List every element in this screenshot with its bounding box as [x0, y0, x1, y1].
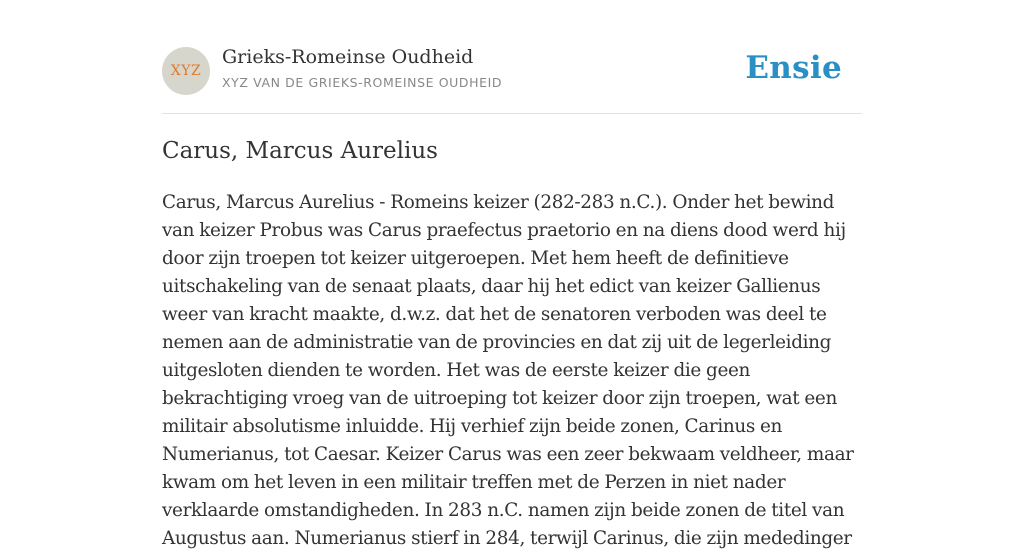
content-container	[162, 0, 862, 549]
source-title[interactable]: Grieks-Romeinse Oudheid	[222, 46, 474, 68]
entry-title: Carus, Marcus Aurelius	[162, 138, 438, 164]
entry-body: Carus, Marcus Aurelius - Romeins keizer (282-283 n.C.). Onder het bewind van keizer Probus was Carus praefectus praetorio en na diens dood werd hij door zijn troepen tot keizer uitgeroepen. Met hem heeft de definitieve uitschakeling van de senaat plaats, daar hij het edict van keizer Gallienus weer van kracht maakte, d.w.z. dat het de senatoren verboden was deel te nemen aan de administratie van de provincies en dat zij uit de legerleiding uitgesloten dienden te worden. Het was de eerste keizer die geen bekrachtiging vroeg van de uitroeping tot keizer door zijn troepen, wat een militair absolutisme inluidde. Hij verhief zijn beide zonen, Carinus en Numerianus, tot Caesar. Keizer Carus was een zeer bekwaam veldheer, maar kwam om het leven in een militair treffen met de Perzen in niet nader verklaarde omstandigheden. In 283 n.C. namen zijn beide zonen de titel van Augustus aan. Numerianus stierf in 284, terwijl Carinus, die zijn mededinger	[162, 192, 854, 549]
source-avatar[interactable]	[162, 47, 210, 95]
source-subtitle: XYZ VAN DE GRIEKS-ROMEINSE OUDHEID	[222, 75, 503, 90]
brand-logo[interactable]: Ensie	[745, 50, 842, 86]
header	[162, 0, 862, 114]
avatar-label: XYZ	[170, 63, 202, 79]
